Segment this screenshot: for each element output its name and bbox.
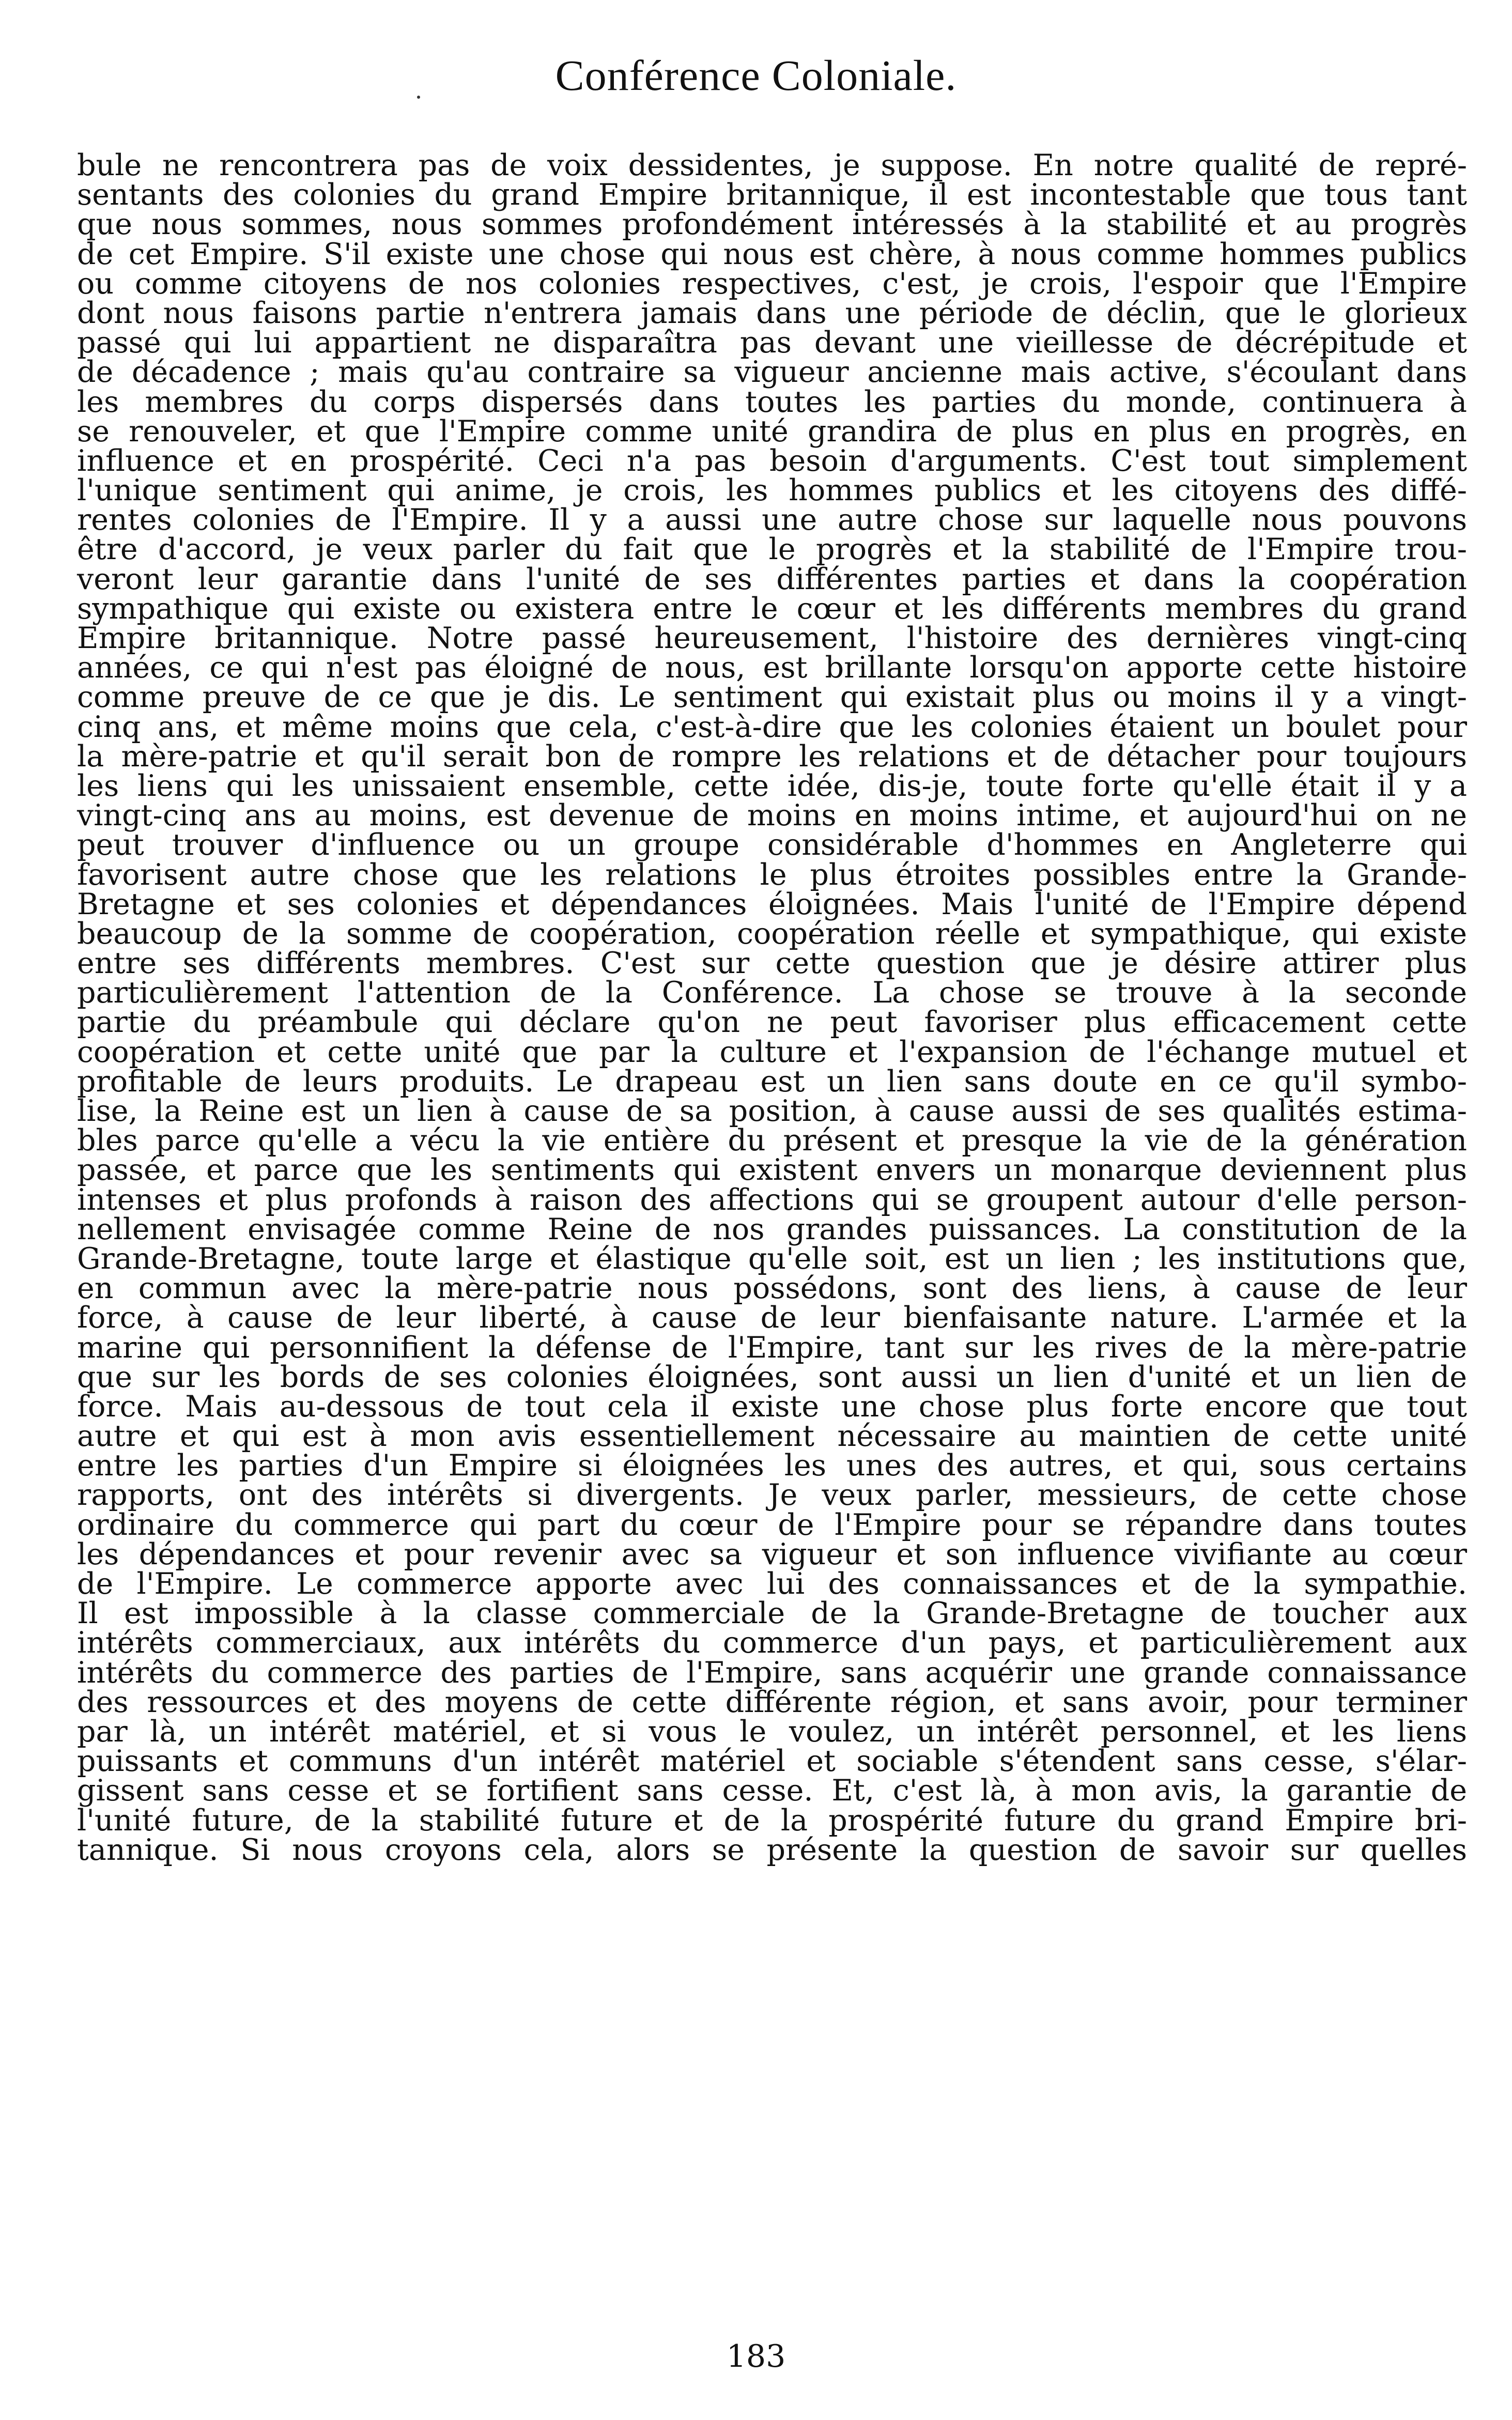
text-line: vingt-cinq ans au moins, est devenue de moins en moins intime, et aujourd'hui on ne: [77, 798, 1467, 833]
text-line: les liens qui les unissaient ensemble, cette idée, dis-je, toute forte qu'elle était il y a: [77, 768, 1467, 803]
text-line: beaucoup de la somme de coopération, coopération réelle et sympathique, qui existe: [77, 916, 1467, 951]
page-number: 183: [726, 2338, 786, 2375]
text-line: ordinaire du commerce qui part du cœur de l'Empire pour se répandre dans toutes: [77, 1507, 1467, 1542]
text-line: autre et qui est à mon avis essentiellement nécessaire au maintien de cette unité: [77, 1419, 1467, 1454]
text-line: sympathique qui existe ou existera entre le cœur et les différents membres du grand: [77, 591, 1467, 626]
text-line: bles parce qu'elle a vécu la vie entière du présent et presque la vie de la génération: [77, 1123, 1467, 1158]
text-line: partie du préambule qui déclare qu'on ne peut favoriser plus efficacement cette: [77, 1005, 1467, 1040]
text-line: par là, un intérêt matériel, et si vous le voulez, un intérêt personnel, et les liens: [77, 1714, 1467, 1749]
text-line: intenses et plus profonds à raison des affections qui se groupent autour d'elle person-: [77, 1182, 1467, 1217]
text-line: années, ce qui n'est pas éloigné de nous, est brillante lorsqu'on apporte cette histoire: [77, 651, 1467, 685]
text-line: Il est impossible à la classe commerciale de la Grande-Bretagne de toucher aux: [77, 1596, 1467, 1631]
text-line: l'unique sentiment qui anime, je crois, les hommes publics et les citoyens des diffé-: [77, 473, 1467, 508]
text-line: bule ne rencontrera pas de voix dessidentes, je suppose. En notre qualité de repré-: [77, 148, 1467, 182]
text-line: favorisent autre chose que les relations le plus étroites possibles entre la Grande-: [77, 857, 1467, 892]
text-line: profitable de leurs produits. Le drapeau est un lien sans doute en ce qu'il symbo-: [77, 1064, 1467, 1099]
text-line: marine qui personnifient la défense de l'Empire, tant sur les rives de la mère-patrie: [77, 1330, 1467, 1365]
text-line: l'unité future, de la stabilité future et de la prospérité future du grand Empire bri-: [77, 1803, 1467, 1838]
text-line: force, à cause de leur liberté, à cause de leur bienfaisante nature. L'armée et la: [77, 1301, 1467, 1335]
text-line: rentes colonies de l'Empire. Il y a aussi une autre chose sur laquelle nous pouvons: [77, 503, 1467, 537]
text-line: Bretagne et ses colonies et dépendances éloignées. Mais l'unité de l'Empire dépend: [77, 887, 1467, 921]
text-line: les dépendances et pour revenir avec sa vigueur et son influence vivifiante au cœur: [77, 1537, 1467, 1571]
text-line: gissent sans cesse et se fortifient sans cesse. Et, c'est là, à mon avis, la garantie de: [77, 1774, 1467, 1808]
text-line: peut trouver d'influence ou un groupe considérable d'hommes en Angleterre qui: [77, 828, 1467, 862]
text-line: entre ses différents membres. C'est sur cette question que je désire attirer plus: [77, 946, 1467, 981]
text-line: en commun avec la mère-patrie nous possédons, sont des liens, à cause de leur: [77, 1271, 1467, 1306]
text-line: passé qui lui appartient ne disparaîtra pas devant une vieillesse de décrépitude et: [77, 326, 1467, 360]
text-line: être d'accord, je veux parler du fait que le progrès et la stabilité de l'Empire trou-: [77, 532, 1467, 567]
text-line: tannique. Si nous croyons cela, alors se présente la question de savoir sur quelles: [77, 1832, 1467, 1867]
text-line: influence et en prospérité. Ceci n'a pas besoin d'arguments. C'est tout simplement: [77, 443, 1467, 478]
text-line: cinq ans, et même moins que cela, c'est-à-dire que les colonies étaient un boulet pour: [77, 710, 1467, 744]
text-line: des ressources et des moyens de cette différente région, et sans avoir, pour terminer: [77, 1685, 1467, 1719]
text-line: passée, et parce que les sentiments qui existent envers un monarque deviennent plus: [77, 1153, 1467, 1188]
text-line: coopération et cette unité que par la culture et l'expansion de l'échange mutuel et: [77, 1035, 1467, 1069]
stray-dot-mark: [417, 96, 420, 99]
text-line: intérêts du commerce des parties de l'Empire, sans acquérir une grande connaissance: [77, 1655, 1467, 1690]
text-line: sentants des colonies du grand Empire britannique, il est incontestable que tous tant: [77, 178, 1467, 212]
body-paragraph: [77, 148, 1467, 1867]
text-line: rapports, ont des intérêts si divergents. Je veux parler, messieurs, de cette chose: [77, 1478, 1467, 1513]
text-line: particulièrement l'attention de la Conférence. La chose se trouve à la seconde: [77, 976, 1467, 1010]
text-line: Grande-Bretagne, toute large et élastique qu'elle soit, est un lien ; les institutions que,: [77, 1241, 1467, 1276]
text-line: la mère-patrie et qu'il serait bon de rompre les relations et de détacher pour toujours: [77, 739, 1467, 774]
text-line: dont nous faisons partie n'entrera jamais dans une période de déclin, que le glorieux: [77, 296, 1467, 330]
text-line: intérêts commerciaux, aux intérêts du commerce d'un pays, et particulièrement aux: [77, 1626, 1467, 1660]
text-line: veront leur garantie dans l'unité de ses différentes parties et dans la coopération: [77, 562, 1467, 596]
text-line: puissants et communs d'un intérêt matériel et sociable s'étendent sans cesse, s'élar-: [77, 1744, 1467, 1779]
text-line: comme preuve de ce que je dis. Le sentiment qui existait plus ou moins il y a vingt-: [77, 680, 1467, 715]
text-line: lise, la Reine est un lien à cause de sa position, à cause aussi de ses qualités estima-: [77, 1094, 1467, 1128]
text-line: se renouveler, et que l'Empire comme unité grandira de plus en plus en progrès, en: [77, 414, 1467, 449]
text-line: Empire britannique. Notre passé heureusement, l'histoire des dernières vingt-cinq: [77, 621, 1467, 655]
text-line: ou comme citoyens de nos colonies respectives, c'est, je crois, l'espoir que l'Empire: [77, 266, 1467, 301]
text-line: de décadence ; mais qu'au contraire sa vigueur ancienne mais active, s'écoulant dans: [77, 355, 1467, 390]
text-line: nellement envisagée comme Reine de nos grandes puissances. La constitution de la: [77, 1212, 1467, 1246]
text-line: force. Mais au-dessous de tout cela il existe une chose plus forte encore que tout: [77, 1389, 1467, 1424]
text-line: de cet Empire. S'il existe une chose qui nous est chère, à nous comme hommes publics: [77, 237, 1467, 271]
text-line: que nous sommes, nous sommes profondément intéressés à la stabilité et au progrès: [77, 207, 1467, 242]
running-head-title: Conférence Coloniale.: [555, 52, 957, 100]
text-line: entre les parties d'un Empire si éloignées les unes des autres, et qui, sous certains: [77, 1448, 1467, 1483]
text-line: les membres du corps dispersés dans toutes les parties du monde, continuera à: [77, 384, 1467, 419]
text-line: de l'Empire. Le commerce apporte avec lui des connaissances et de la sympathie.: [77, 1567, 1467, 1601]
text-line: que sur les bords de ses colonies éloignées, sont aussi un lien d'unité et un lien de: [77, 1360, 1467, 1394]
